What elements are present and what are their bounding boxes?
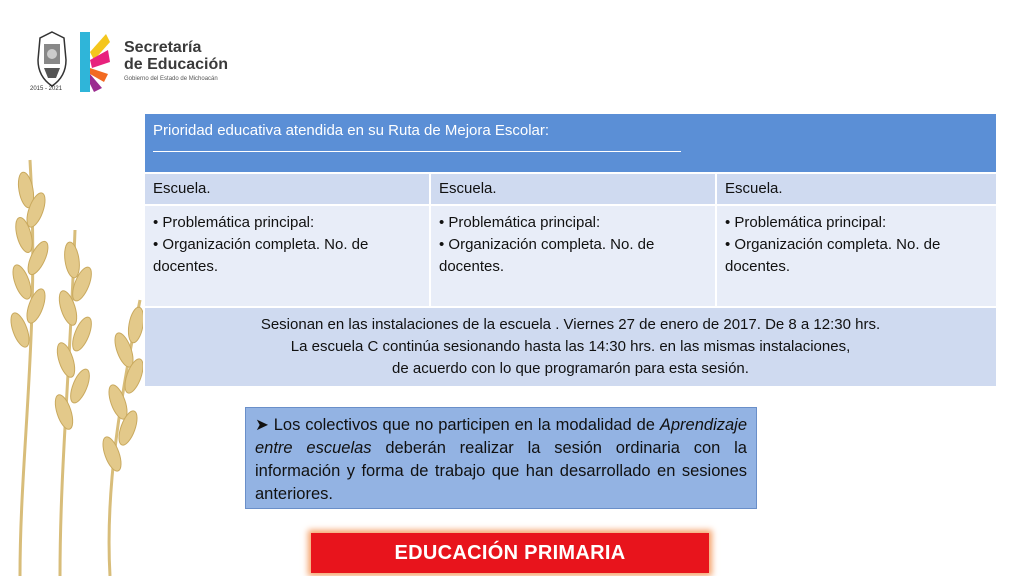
schedule-row	[144, 307, 997, 387]
schedule-cell	[144, 307, 997, 387]
school-cell: Escuela.	[430, 173, 716, 205]
brand-subtitle: Gobierno del Estado de Michoacán	[124, 76, 218, 82]
details-cell	[144, 205, 430, 307]
education-k-logo-icon	[78, 30, 112, 94]
state-seal-icon	[34, 30, 70, 92]
organization-item: • Organización completa. No. de docentes.	[439, 236, 655, 275]
organization-item: • Organización completa. No. de docentes.	[153, 236, 369, 275]
problem-item: • Problemática principal:	[439, 214, 601, 231]
logo-area	[28, 28, 268, 98]
details-row	[144, 205, 997, 307]
details-cell	[716, 205, 997, 307]
brand-title-line2: de Educación	[124, 56, 229, 73]
table-title: Prioridad educativa atendida en su Ruta de Mejora Escolar:	[153, 122, 550, 139]
note-text-after: deberán realizar la sesión ordinaria con la información y forma de trabajo que han desarrollado en sesiones anteriores.	[255, 439, 747, 503]
problem-item: • Problemática principal:	[725, 214, 887, 231]
priority-table	[143, 112, 998, 388]
wheat-decoration	[0, 150, 150, 576]
school-row	[144, 173, 997, 205]
schedule-line-3: de acuerdo con lo que programarón para esta sesión.	[392, 360, 749, 377]
organization-item: • Organización completa. No. de docentes.	[725, 236, 941, 275]
note-italic: Aprendizaje entre escuelas	[255, 416, 747, 457]
arrow-icon: ➤	[255, 416, 269, 434]
brand-title-line1: Secretaría	[124, 39, 202, 56]
schedule-line-2: La escuela C continúa sesionando hasta las 14:30 hrs. en las mismas instalaciones,	[290, 338, 851, 355]
school-cell: Escuela.	[716, 173, 997, 205]
fill-in-line	[153, 141, 681, 152]
primary-education-banner: EDUCACIÓN PRIMARIA	[311, 533, 709, 573]
seal-years: 2015 - 2021	[30, 86, 63, 92]
problem-item: • Problemática principal:	[153, 214, 315, 231]
school-cell: Escuela.	[144, 173, 430, 205]
note-box	[245, 407, 757, 509]
details-cell	[430, 205, 716, 307]
note-text-before: Los colectivos que no participen en la modalidad de	[268, 416, 660, 434]
table-header	[144, 113, 997, 173]
schedule-line-1: Sesionan en las instalaciones de la escuela . Viernes 27 de enero de 2017. De 8 a 12:30 hrs.	[260, 316, 881, 333]
